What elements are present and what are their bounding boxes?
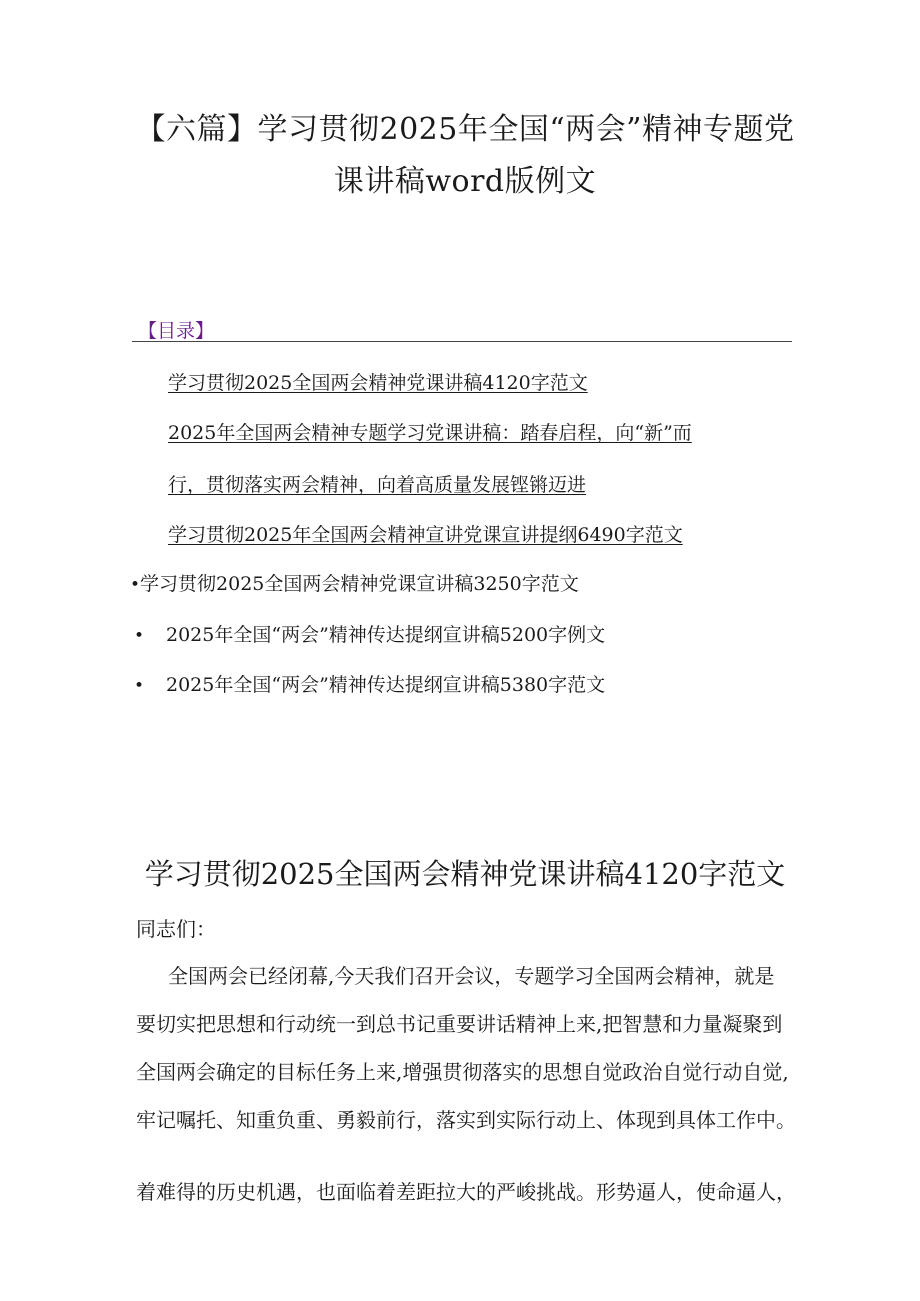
paragraph-1-line-4: 牢记嘱托、知重负重、勇毅前行，落实到实际行动上、体现到具体工作中。 xyxy=(136,1108,796,1132)
toc-bullet-text: 2025年全国“两会”精神传达提纲宣讲稿5200字例文 xyxy=(166,624,606,646)
toc-bullet-item-3[interactable] xyxy=(134,670,605,697)
toc-divider xyxy=(132,341,792,342)
toc-link-2-continued[interactable]: 行，贯彻落实两会精神，向着高质量发展铿锵迈进 xyxy=(168,474,587,496)
bullet-icon: • xyxy=(134,626,145,646)
toc-link-3[interactable]: 学习贯彻2025年全国两会精神宣讲党课宣讲提纲6490字范文 xyxy=(168,524,683,546)
document-title-line-1: 【六篇】学习贯彻2025年全国“两会”精神专题党 xyxy=(135,112,795,147)
toc-heading: 【目录】 xyxy=(138,320,215,342)
paragraph-2-line-1: 着难得的历史机遇，也面临着差距拉大的严峻挑战。形势逼人，使命逼人， xyxy=(136,1180,796,1204)
toc-link-2[interactable]: 2025年全国两会精神专题学习党课讲稿：踏春启程，向“新”而 xyxy=(168,422,692,444)
paragraph-1-line-1: 全国两会已经闭幕,今天我们召开会议，专题学习全国两会精神，就是 xyxy=(168,964,775,988)
paragraph-1-line-2: 要切实把思想和行动统一到总书记重要讲话精神上来,把智慧和力量凝聚到 xyxy=(136,1012,783,1036)
section-title: 学习贯彻2025全国两会精神党课讲稿4120字范文 xyxy=(144,857,786,891)
toc-bullet-item-1[interactable] xyxy=(130,569,579,596)
toc-bullet-text: 2025年全国“两会”精神传达提纲宣讲稿5380字范文 xyxy=(166,674,606,696)
salutation: 同志们： xyxy=(136,917,216,941)
toc-bullet-text: 学习贯彻2025全国两会精神党课宣讲稿3250字范文 xyxy=(140,573,579,595)
paragraph-1-line-3: 全国两会确定的目标任务上来,增强贯彻落实的思想自觉政治自觉行动自觉, xyxy=(136,1060,789,1084)
document-title xyxy=(120,104,810,208)
bullet-icon: • xyxy=(134,676,145,696)
toc-bullet-item-2[interactable] xyxy=(134,620,605,647)
document-title-line-2: 课讲稿word版例文 xyxy=(333,164,597,199)
bullet-icon: • xyxy=(130,575,141,595)
toc-link-1[interactable]: 学习贯彻2025全国两会精神党课讲稿4120字范文 xyxy=(168,372,588,394)
